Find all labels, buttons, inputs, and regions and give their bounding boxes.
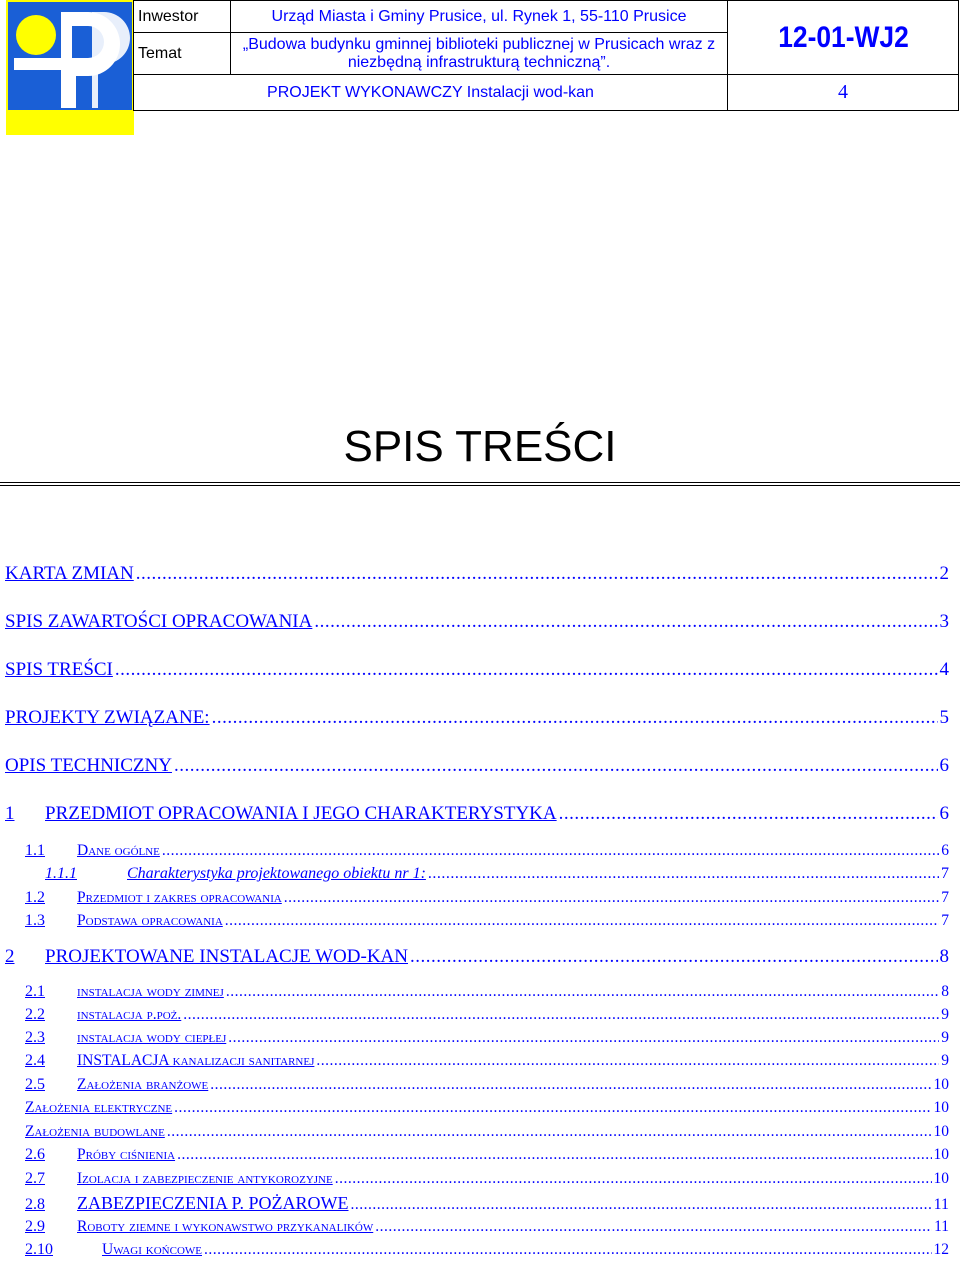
toc-entry-text[interactable]: Charakterystyka projektowanego obiektu nr 1: [127, 865, 426, 882]
toc-entry-text[interactable]: PROJEKTY ZWIĄZANE: [5, 707, 210, 728]
toc-entry-number[interactable]: 2.3 [25, 1029, 45, 1046]
toc-entry-text[interactable]: Uwagi końcowe [102, 1241, 202, 1258]
toc-entry-number[interactable]: 2.7 [25, 1170, 45, 1187]
toc-page: 7 [941, 865, 949, 882]
toc-entry-text[interactable]: Założenia branżowe [77, 1076, 209, 1093]
toc-page: 9 [941, 1052, 949, 1069]
toc-entry-section-2-4[interactable] [25, 1052, 949, 1070]
toc-entry-number[interactable]: 1.1 [25, 842, 45, 859]
toc-page: 9 [941, 1029, 949, 1046]
toc-entry-number[interactable]: 2.6 [25, 1146, 45, 1163]
toc-entry-projekty-zwiazane[interactable] [5, 707, 949, 729]
toc-leader [212, 707, 938, 729]
toc-page: 11 [934, 1218, 949, 1235]
toc-leader [177, 1146, 931, 1164]
toc-entry-text[interactable]: Dane ogólne [77, 842, 160, 859]
toc-page: 6 [939, 803, 949, 824]
toc-entry-number[interactable]: 2.4 [25, 1052, 45, 1069]
investor-value: Urząd Miasta i Gminy Prusice, ul. Rynek 1, 55-110 Prusice [231, 1, 728, 33]
toc-entry-section-2-8[interactable] [25, 1193, 949, 1214]
toc-entry-number[interactable]: 2.5 [25, 1076, 45, 1093]
toc-entry-section-1-2[interactable] [25, 889, 949, 907]
toc-entry-section-1-1[interactable] [25, 842, 949, 860]
toc-entry-number[interactable]: 2.9 [25, 1218, 45, 1235]
document-code: 12-01-WJ2 [741, 1, 944, 75]
toc-entry-section-1[interactable] [5, 803, 949, 825]
toc-entry-zalozenia-elektryczne[interactable] [25, 1099, 949, 1117]
toc-page: 12 [933, 1241, 949, 1258]
project-line: PROJEKT WYKONAWCZY Instalacji wod-kan [134, 75, 728, 111]
toc-entry-section-2-5[interactable] [25, 1076, 949, 1094]
toc-page: 10 [933, 1099, 949, 1116]
toc-page: 7 [941, 912, 949, 929]
toc-page: 10 [933, 1146, 949, 1163]
toc-entry-section-2-1[interactable] [25, 983, 949, 1001]
toc-entry-number[interactable]: 1 [5, 803, 15, 824]
toc-page: 6 [939, 755, 949, 776]
toc-entry-section-2-2[interactable] [25, 1006, 949, 1024]
toc-entry-text[interactable]: PRZEDMIOT OPRACOWANIA I JEGO CHARAKTERYSTYKA [45, 803, 557, 824]
toc-entry-number[interactable]: 1.3 [25, 912, 45, 929]
toc-entry-opis-techniczny[interactable] [5, 755, 949, 777]
toc-leader [136, 563, 938, 585]
toc-leader [226, 983, 939, 1001]
topic-label: Temat [134, 33, 231, 75]
toc-leader [167, 1123, 932, 1141]
toc-entry-section-2[interactable] [5, 946, 949, 968]
toc-leader [225, 912, 939, 930]
toc-entry-text[interactable]: OPIS TECHNICZNY [5, 755, 172, 776]
toc-entry-text[interactable]: Próby ciśnienia [77, 1146, 176, 1163]
toc-page: 5 [939, 707, 949, 728]
toc-entry-text[interactable]: instalacja wody zimnej [77, 983, 224, 1000]
company-logo [6, 0, 134, 135]
toc-page: 10 [933, 1170, 949, 1187]
toc-entry-section-1-3[interactable] [25, 912, 949, 930]
toc-page: 9 [941, 1006, 949, 1023]
toc-entry-text[interactable]: instalacja p.poż. [77, 1006, 182, 1023]
toc-entry-number[interactable]: 2.8 [25, 1196, 45, 1213]
toc-entry-text[interactable]: PROJEKTOWANE INSTALACJE WOD-KAN [45, 946, 408, 967]
title-divider [0, 482, 960, 486]
toc-leader [314, 611, 937, 633]
toc-page: 3 [939, 611, 949, 632]
investor-label: Inwestor [134, 1, 231, 33]
toc-entry-text[interactable]: Roboty ziemne i wykonawstwo przykanalików [77, 1218, 374, 1235]
toc-leader [335, 1170, 932, 1188]
topic-value: „Budowa budynku gminnej biblioteki publicznej w Prusicach wraz z niezbędną infrastrukturą techniczną”. [231, 33, 728, 75]
toc-entry-number[interactable]: 2.2 [25, 1006, 45, 1023]
toc-entry-text[interactable]: INSTALACJA kanalizacji sanitarnej [77, 1052, 315, 1069]
toc-leader [162, 842, 939, 860]
toc-leader [284, 889, 939, 907]
toc-page: 11 [933, 1196, 949, 1213]
toc-entry-text[interactable]: instalacja wody ciepłej [77, 1029, 227, 1046]
document-header [133, 0, 959, 111]
toc-leader [559, 803, 938, 825]
toc-leader [183, 1006, 939, 1024]
toc-entry-text[interactable]: Założenia elektryczne [25, 1099, 173, 1116]
toc-leader [228, 1029, 939, 1047]
toc-page: 4 [939, 659, 949, 680]
toc-entry-number[interactable]: 2 [5, 946, 15, 967]
toc-leader [174, 755, 938, 777]
toc-leader [375, 1218, 932, 1236]
toc-entry-number[interactable]: 2.10 [25, 1241, 53, 1258]
toc-entry-zalozenia-budowlane[interactable] [25, 1123, 949, 1141]
toc-entry-text[interactable]: SPIS ZAWARTOŚCI OPRACOWANIA [5, 611, 313, 632]
toc-entry-section-2-9[interactable] [25, 1218, 949, 1236]
toc-page: 2 [939, 563, 949, 584]
page-title: SPIS TREŚCI [343, 422, 617, 471]
toc-entry-section-1-1-1[interactable] [45, 865, 949, 883]
toc-leader [174, 1099, 931, 1117]
toc-entry-karta-zmian[interactable] [5, 563, 949, 585]
toc-leader [210, 1076, 931, 1094]
toc-entry-section-2-6[interactable] [25, 1146, 949, 1164]
toc-leader [410, 946, 938, 968]
toc-entry-text[interactable]: KARTA ZMIAN [5, 563, 134, 584]
toc-entry-spis-zawartosci[interactable] [5, 611, 949, 633]
toc-entry-number[interactable]: 1.2 [25, 889, 45, 906]
toc-entry-text[interactable]: SPIS TREŚCI [5, 659, 113, 680]
toc-entry-text[interactable]: ZABEZPIECZENIA P. POŻAROWE [77, 1193, 349, 1213]
toc-entry-text[interactable]: Izolacja i zabezpieczenie antykorozyjne [77, 1170, 333, 1187]
toc-entry-text[interactable]: Przedmiot i zakres opracowania [77, 889, 282, 906]
toc-entry-number[interactable]: 1.1.1 [45, 865, 77, 882]
toc-leader [428, 865, 939, 883]
toc-page: 10 [933, 1123, 949, 1140]
toc-page: 10 [933, 1076, 949, 1093]
page-number: 4 [728, 75, 959, 111]
toc-leader [316, 1052, 939, 1070]
toc-page: 7 [941, 889, 949, 906]
toc-leader [351, 1196, 932, 1214]
toc-page: 8 [939, 946, 949, 967]
toc-entry-section-2-10[interactable] [25, 1241, 949, 1259]
toc-entry-text[interactable]: Podstawa opracowania [77, 912, 223, 929]
toc-leader [115, 659, 938, 681]
toc-entry-section-2-3[interactable] [25, 1029, 949, 1047]
toc-page: 8 [941, 983, 949, 1000]
toc-entry-section-2-7[interactable] [25, 1170, 949, 1188]
toc-entry-text[interactable]: Założenia budowlane [25, 1123, 165, 1140]
toc-leader [204, 1241, 932, 1259]
toc-entry-spis-tresci[interactable] [5, 659, 949, 681]
toc-page: 6 [941, 842, 949, 859]
toc-entry-number[interactable]: 2.1 [25, 983, 45, 1000]
